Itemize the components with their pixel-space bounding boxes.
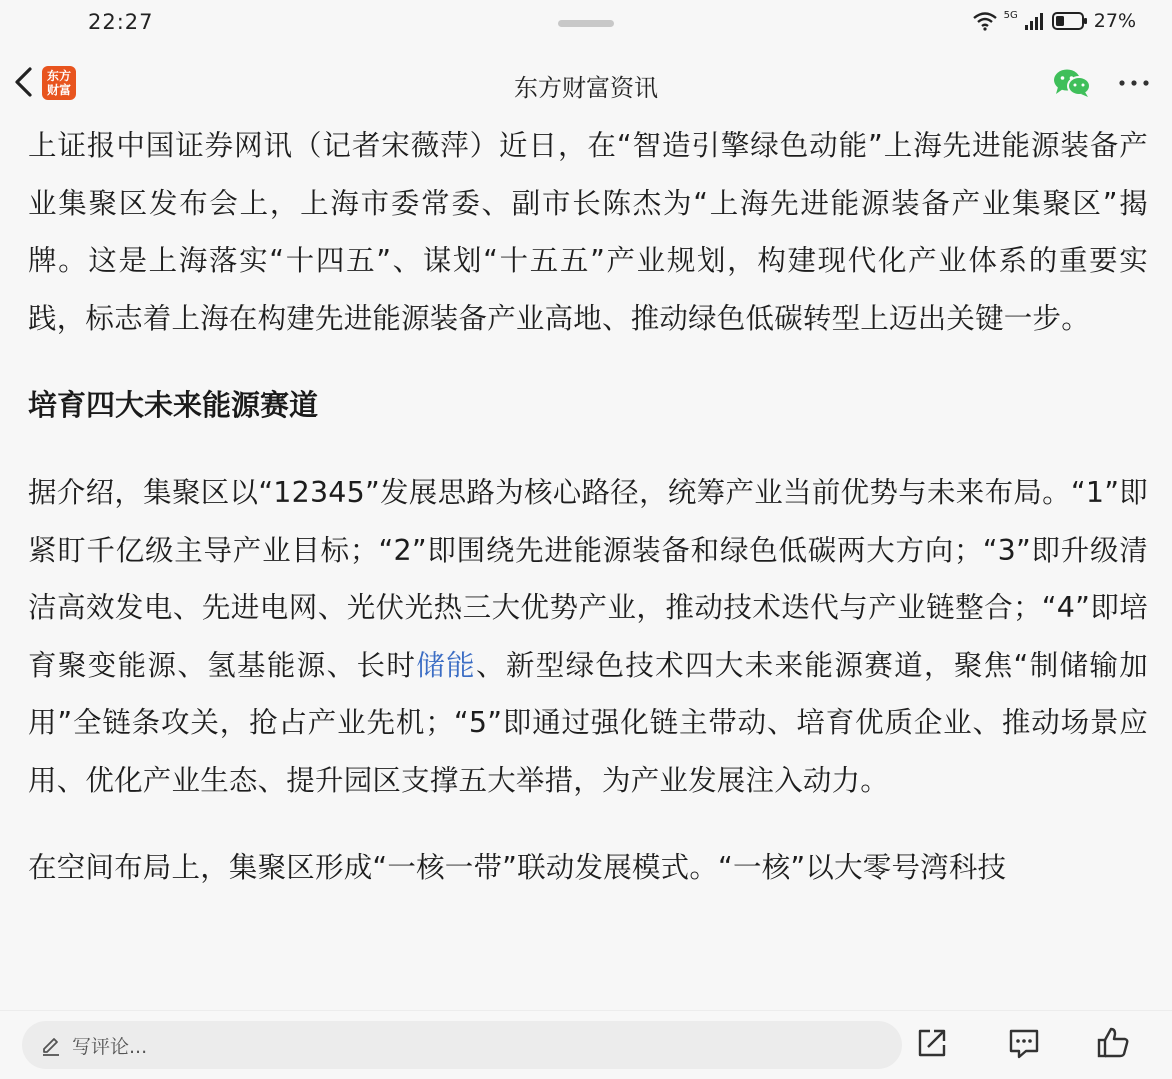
wechat-share-button[interactable]	[1053, 68, 1091, 98]
article-body	[28, 118, 1148, 1010]
comment-placeholder: 写评论...	[72, 1036, 148, 1058]
clock: 22:27	[88, 10, 154, 34]
comments-button[interactable]	[1006, 1025, 1042, 1061]
paragraph-2-text-b: 、新型绿色技术四大未来能源赛道，聚焦“制储输加用”全链条攻关，抢占产业先机；“5”即通过强化链主带动、培育优质企业、推动场景应用、优化产业生态、提升园区支撑五大举措，为产业发展注入动力。	[28, 648, 1148, 797]
like-button[interactable]	[1095, 1025, 1131, 1061]
comment-bubble-icon	[1006, 1025, 1042, 1061]
battery-percent: 27%	[1093, 10, 1136, 32]
share-button[interactable]	[914, 1025, 950, 1061]
section-heading: 培育四大未来能源赛道	[28, 388, 319, 422]
system-icons	[972, 10, 1136, 32]
logo-line1: 东方	[46, 69, 71, 83]
pen-icon	[40, 1035, 62, 1057]
logo-line2: 财富	[46, 83, 71, 97]
paragraph-2-text-a: 据介绍，集聚区以“12345”发展思路为核心路径，统筹产业当前优势与未来布局。“1”即紧盯千亿级主导产业目标；“2”即围绕先进能源装备和绿色低碳两大方向；“3”即升级清洁高效发电、先进电网、光伏光热三大优势产业，推动技术迭代与产业链整合；“4”即培育聚变能源、氢基能源、长时	[28, 476, 1148, 682]
page-title: 东方财富资讯	[514, 74, 658, 102]
more-dots-icon	[1116, 70, 1152, 96]
share-icon	[914, 1025, 950, 1061]
more-button[interactable]	[1116, 70, 1152, 96]
wechat-icon	[1053, 68, 1091, 98]
wifi-icon	[972, 11, 998, 31]
drag-handle[interactable]	[558, 20, 614, 27]
article-paragraph-2	[28, 464, 1148, 809]
storage-keyword-link[interactable]: 储能	[416, 648, 476, 682]
network-type: 5G	[1003, 10, 1018, 21]
comment-input[interactable]	[22, 1021, 902, 1069]
battery-icon	[1052, 11, 1088, 31]
article-paragraph-3: 在空间布局上，集聚区形成“一核一带”联动发展模式。“一核”以大零号湾科技	[28, 851, 1007, 884]
status-bar	[0, 0, 1172, 46]
article-paragraph-1: 上证报中国证券网讯（记者宋薇萍）近日，在“智造引擎绿色动能”上海先进能源装备产业集聚区发布会上，上海市委常委、副市长陈杰为“上海先进能源装备产业集聚区”揭牌。这是上海落实“十四五”、谋划“十五五”产业规划，构建现代化产业体系的重要实践，标志着上海在构建先进能源装备产业高地、推动绿色低碳转型上迈出关键一步。	[28, 129, 1148, 335]
nav-bar	[0, 46, 1172, 118]
bottom-toolbar	[0, 1010, 1172, 1079]
signal-icon	[1024, 11, 1046, 31]
thumbs-up-icon	[1095, 1025, 1131, 1061]
